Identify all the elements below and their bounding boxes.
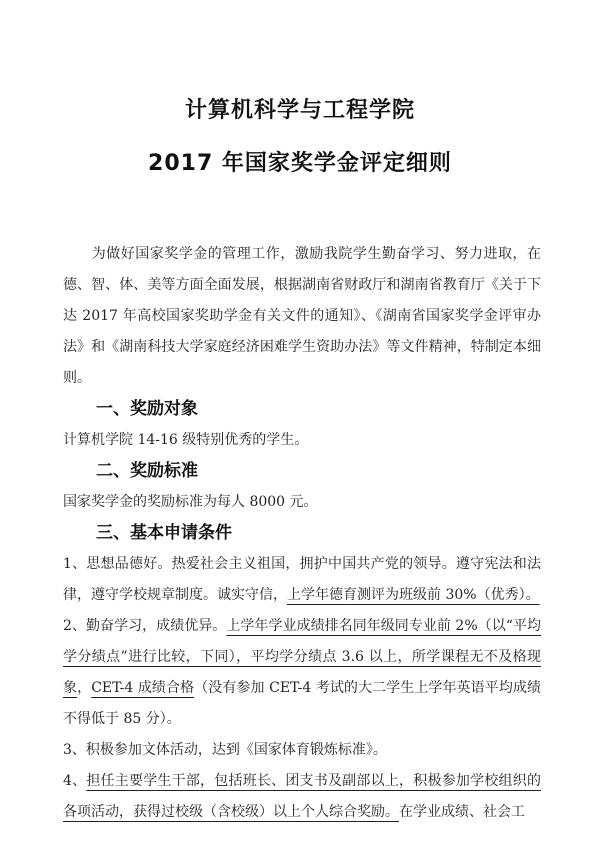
paragraph	[63, 735, 541, 766]
section-heading: 三、基本申请条件	[96, 523, 232, 543]
document-title-block	[0, 0, 600, 179]
document-title-line2: 2017 年国家奖学金评定细则	[148, 151, 452, 176]
text-run: 为做好国家奖学金的管理工作，激励我院学生勤奋学习、努力进取，在德、智、体、美等方面全面发展，根据湖南省财政厅和湖南省教育厅《关于下达 2017 年高校国家奖助学金有关文件的通知》、《湖南省国家奖学金评审办法》和《湖南科技大学家庭经济困难学生资助办法》等文件精神，特制定本细则。	[63, 246, 541, 386]
paragraph	[63, 487, 541, 518]
text-run: 4、	[63, 773, 87, 789]
text-run: （没有参加 CET-4 考试的大二学生上学年英语平均成绩不得低于 85 分）。	[63, 680, 542, 727]
text-run: 计算机学院 14-16 级特别优秀的学生。	[63, 432, 309, 448]
text-run: 3、积极参加文体活动，达到《国家体育锻炼标准》。	[63, 742, 387, 758]
paragraph	[63, 425, 541, 456]
text-run: 2、勤奋学习，成绩优异。	[63, 618, 227, 634]
paragraph	[63, 766, 541, 828]
text-run: 国家奖学金的奖励标准为每人 8000 元。	[63, 494, 318, 510]
underlined-text: CET-4 成绩合格	[91, 680, 195, 696]
section-heading: 二、奖励标准	[96, 461, 198, 481]
text-run: 在学业成绩、社会工	[399, 804, 525, 820]
underlined-text: 担任主要学生干部，包括班长、团支书及副部以上，积极参加学校组织的各项活动，获得过校级（含校级）以上个人综合奖励。	[63, 773, 541, 820]
document-body	[63, 239, 541, 828]
document-title-line1: 计算机科学与工程学院	[184, 98, 415, 123]
paragraph	[63, 611, 541, 735]
section-heading: 一、奖励对象	[96, 399, 198, 419]
text-run: ，	[77, 680, 92, 696]
intro-paragraph	[63, 239, 541, 394]
paragraph	[63, 549, 541, 611]
underlined-text: 上学年学业成绩排名同年级同专业前 2%（以“平均学分绩点”进行比较，下同），平均学分绩点 3.6 以上，所学课程无不及格现象	[63, 618, 541, 696]
underlined-text: 上学年德育测评为班级前 30%（优秀）。	[287, 587, 540, 603]
text-run: 1、思想品德好。热爱社会主义祖国，拥护中国共产党的领导。遵守宪法和法律，遵守学校规章制度。诚实守信，	[63, 556, 541, 603]
